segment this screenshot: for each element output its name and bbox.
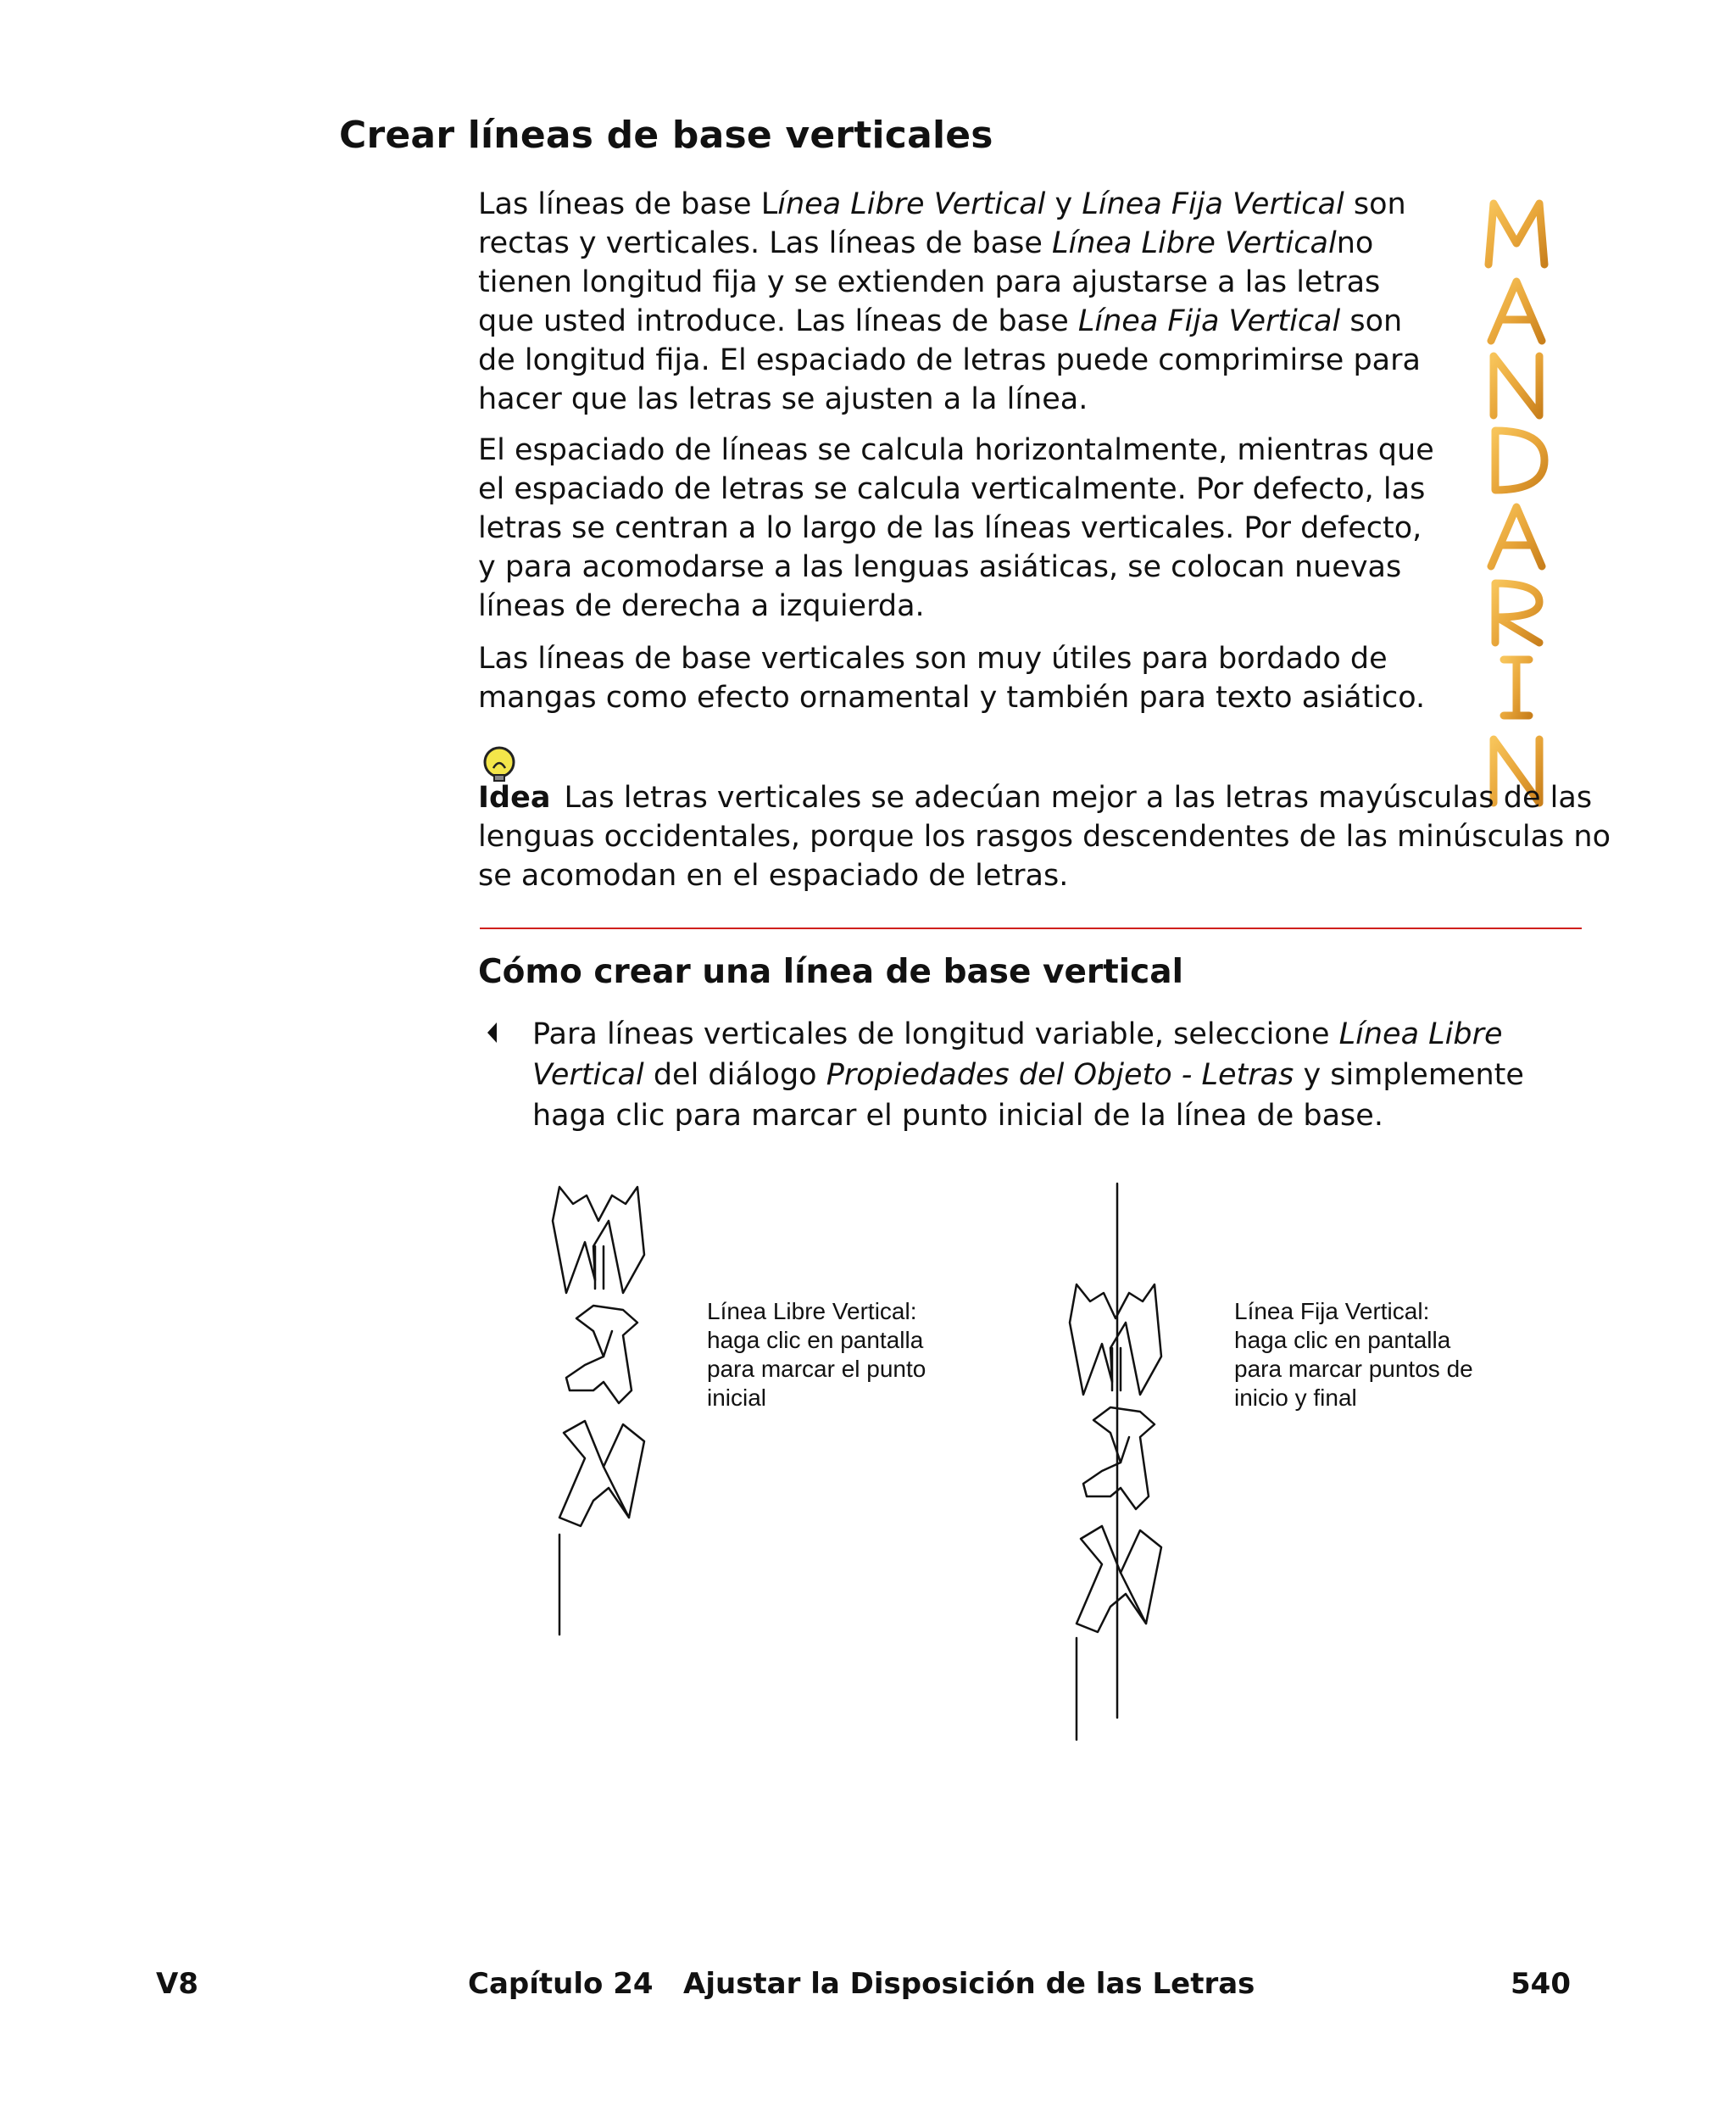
caption-line: Línea Fija Vertical:	[1234, 1298, 1430, 1324]
caption-line: inicial	[707, 1384, 767, 1411]
section-heading: Crear líneas de base verticales	[339, 114, 993, 157]
outlined-letters-right	[1070, 1284, 1161, 1632]
text-run: son de longitud fija. El espaciado de letras puede comprimirse para hacer que las letras se ajusten a la línea.	[478, 304, 1421, 416]
caption-line: para marcar el punto	[707, 1356, 926, 1382]
caption-line: inicio y final	[1234, 1384, 1357, 1411]
footer-version: V8	[156, 1967, 198, 2001]
text-run: Las líneas de base L	[478, 187, 778, 221]
paragraph-uses: Las líneas de base verticales son muy útiles para bordado de mangas como efecto ornamental y también para texto asiático.	[478, 642, 1426, 715]
caption-fixed-vertical	[1234, 1297, 1539, 1412]
caption-line: Línea Libre Vertical:	[707, 1298, 917, 1324]
footer-chapter: Capítulo 24 Ajustar la Disposición de las Letras	[468, 1967, 1255, 2001]
text-run: Para líneas verticales de longitud variable, seleccione	[532, 1017, 1339, 1051]
italic-term: Línea Libre Vertical	[1052, 226, 1337, 260]
caption-line: haga clic en pantalla	[1234, 1327, 1451, 1353]
italic-term: ínea Libre Vertical	[777, 187, 1046, 221]
procedure-heading: Cómo crear una línea de base vertical	[478, 953, 1183, 991]
caption-line: haga clic en pantalla	[707, 1327, 924, 1353]
idea-label: Idea	[478, 781, 551, 815]
caption-free-vertical	[707, 1297, 987, 1412]
italic-term: Línea Libre Vertical	[532, 1017, 1503, 1092]
text-run: del diálogo	[643, 1058, 826, 1092]
footer-page-number: 540	[1511, 1967, 1571, 2001]
outlined-letters-left	[553, 1187, 644, 1526]
text-run: y	[1045, 187, 1082, 221]
italic-term: Propiedades del Objeto - Letras	[826, 1058, 1294, 1092]
idea-body: Las letras verticales se adecúan mejor a las letras mayúsculas de las lenguas occidentales, porque los rasgos descendentes de las minúsculas no se acomodan en el espaciado de letras.	[478, 781, 1611, 893]
text-run: no tienen longitud fija y se extienden para ajustarse a las letras que usted introduce. Las líneas de base	[478, 226, 1381, 338]
caption-line: para marcar puntos de	[1234, 1356, 1473, 1382]
text-run: y simplemente haga clic para marcar el punto inicial de la línea de base.	[532, 1058, 1524, 1133]
italic-term: Línea Fija Vertical	[1082, 187, 1344, 221]
italic-term: Línea Fija Vertical	[1077, 304, 1341, 338]
text-run: son rectas y verticales. Las líneas de base	[478, 187, 1406, 260]
paragraph-spacing: El espaciado de líneas se calcula horizontalmente, mientras que el espaciado de letras se calcula verticalmente. Por defecto, las letras se centran a lo largo de las líneas verticales. Por defecto, y para acomodarse a las lenguas asiáticas, se colocan nuevas líneas de derecha a izquierda.	[478, 433, 1434, 623]
